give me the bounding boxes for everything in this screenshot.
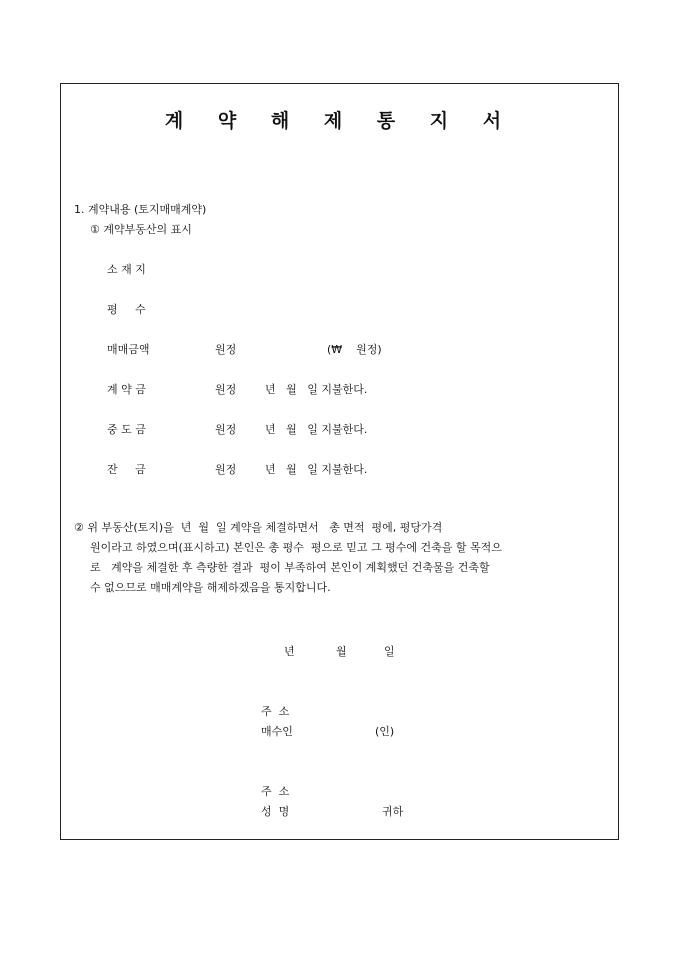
row-label-deposit: 계 약 금 xyxy=(107,383,146,396)
row-balance-won: 원정 xyxy=(215,463,237,476)
section2-line-2: 원이라고 하였으며(표시하고) 본인은 총 평수 평으로 믿고 그 평수에 건축을 할 목적으 xyxy=(90,541,502,554)
sender-name-label: 매수인 xyxy=(261,725,293,738)
row-interim-date: 년 월 일 지불한다. xyxy=(265,423,368,436)
document-title: 계 약 해 제 통 지 서 xyxy=(164,110,516,132)
row-price-amount: (₩ 원정) xyxy=(327,343,382,356)
row-label-location: 소 재 지 xyxy=(107,263,146,276)
row-label-balance: 잔 금 xyxy=(107,463,146,476)
date-year: 년 xyxy=(284,645,295,658)
section1-heading: 1. 계약내용 (토지매매계약) xyxy=(74,203,207,216)
date-day: 일 xyxy=(384,645,395,658)
sender-address-label: 주 소 xyxy=(261,705,290,718)
section2-line-4: 수 없으므로 매매계약을 해제하겠음을 통지합니다. xyxy=(90,581,331,594)
recipient-address-label: 주 소 xyxy=(261,785,290,798)
row-price-won: 원정 xyxy=(215,343,237,356)
row-deposit-date: 년 월 일 지불한다. xyxy=(265,383,368,396)
row-label-area: 평 수 xyxy=(107,303,146,316)
row-label-interim: 중 도 금 xyxy=(107,423,146,436)
section1-subheading: ① 계약부동산의 표시 xyxy=(90,223,192,236)
date-month: 월 xyxy=(336,645,347,658)
recipient-name-label: 성 명 xyxy=(261,805,290,818)
sender-seal: (인) xyxy=(375,725,395,738)
section2-line-1: ② 위 부동산(토지)을 년 월 일 계약을 체결하면서 총 면적 평에, 평당가격 xyxy=(74,521,443,534)
row-label-price: 매매금액 xyxy=(107,343,150,356)
row-deposit-won: 원정 xyxy=(215,383,237,396)
recipient-honorific: 귀하 xyxy=(382,805,404,818)
row-interim-won: 원정 xyxy=(215,423,237,436)
section2-line-3: 로 계약을 체결한 후 측량한 결과 평이 부족하여 본인이 계획했던 건축물을 건축할 xyxy=(90,561,490,574)
row-balance-date: 년 월 일 지불한다. xyxy=(265,463,368,476)
